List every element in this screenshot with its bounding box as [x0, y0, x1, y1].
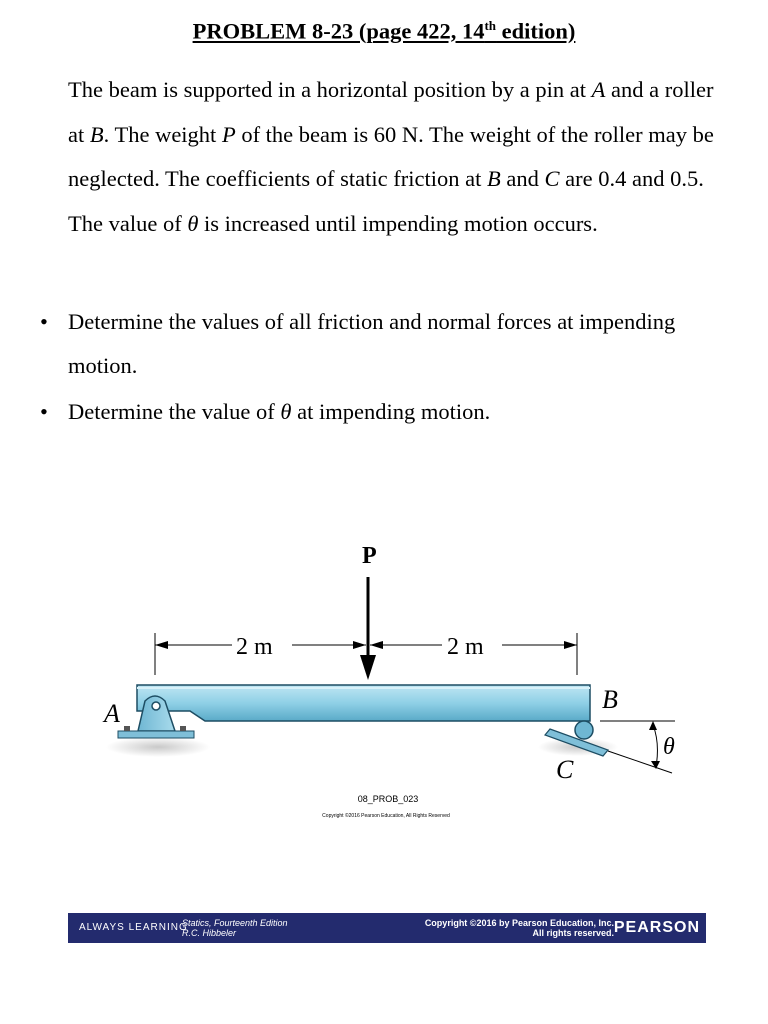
always-learning-label: ALWAYS LEARNING	[79, 922, 188, 933]
figure-copyright: Copyright ©2016 Pearson Education, All Rights Reserved	[322, 813, 450, 819]
task-text-1: Determine the values of all friction and normal forces at impending motion.	[68, 309, 676, 378]
label-P: P	[362, 543, 377, 569]
bolt-1	[124, 726, 130, 731]
dim-right-label: 2 m	[447, 634, 484, 660]
text-2a: . The weight	[103, 121, 222, 147]
beam-figure	[0, 525, 768, 845]
beam-diagram	[0, 525, 768, 845]
task-theta: θ	[280, 399, 292, 424]
figure-id: 08_PROB_023	[357, 794, 419, 804]
label-B: B	[602, 685, 618, 714]
pearson-logo: PEARSON	[613, 919, 700, 936]
copyright-line-2: All rights reserved.	[532, 928, 614, 938]
dim-arrow-right	[564, 641, 577, 649]
pin-A	[152, 702, 160, 710]
beam	[137, 685, 590, 721]
var-A: A	[591, 77, 606, 102]
title-sup: th	[484, 18, 497, 33]
text-3: are 0.4 and 0.5. The value of	[68, 166, 704, 236]
footer-copyright	[425, 918, 614, 938]
roller-B	[575, 721, 593, 739]
title-main: PROBLEM 8-23 (page 422, 14	[192, 18, 485, 44]
text-1b: and a roller at	[68, 77, 714, 147]
bullet-dot: •	[40, 399, 48, 424]
task-text-2a: Determine the value of	[68, 399, 281, 424]
var-C: C	[544, 166, 560, 191]
var-B: B	[89, 121, 104, 147]
text-and: and	[500, 166, 545, 191]
text-1a: The beam is supported in a horizontal position by a pin at	[68, 77, 592, 102]
support-A-shadow	[106, 737, 210, 757]
bullet-dot: •	[40, 309, 48, 334]
theta-arrow-bottom	[651, 761, 660, 769]
theta-arc	[653, 725, 657, 767]
var-P: P	[221, 121, 236, 147]
pin-base-plate	[118, 731, 194, 738]
title-end: edition)	[496, 18, 576, 44]
task-item-1	[40, 300, 740, 388]
book-author: R.C. Hibbeler	[182, 928, 237, 938]
dim-left-label: 2 m	[236, 634, 273, 660]
load-arrow-head	[360, 655, 376, 680]
var-B2: B	[487, 166, 501, 191]
task-list	[40, 300, 740, 434]
dim-arrow-mid-left	[353, 641, 366, 649]
label-A: A	[104, 699, 120, 728]
theta-arrow-top	[649, 721, 657, 730]
label-theta: θ	[663, 734, 675, 760]
task-item-2	[40, 390, 740, 434]
var-theta: θ	[187, 210, 199, 236]
text-4: is increased until impending motion occurs.	[198, 210, 598, 236]
task-text-2b: at impending motion.	[291, 399, 491, 424]
book-title: Statics, Fourteenth Edition	[182, 918, 288, 928]
bolt-2	[180, 726, 186, 731]
footer-banner	[68, 913, 706, 943]
text-2b: of the beam is 60 N. The weight of the roller may be neglected. The coefficients of static friction at	[68, 121, 714, 191]
problem-title	[0, 18, 768, 45]
dim-arrow-mid-right	[370, 641, 383, 649]
book-info	[182, 918, 288, 938]
label-C: C	[556, 755, 574, 784]
copyright-line-1: Copyright ©2016 by Pearson Education, Inc.	[424, 918, 614, 928]
dim-arrow-left	[155, 641, 168, 649]
problem-statement	[68, 68, 728, 246]
